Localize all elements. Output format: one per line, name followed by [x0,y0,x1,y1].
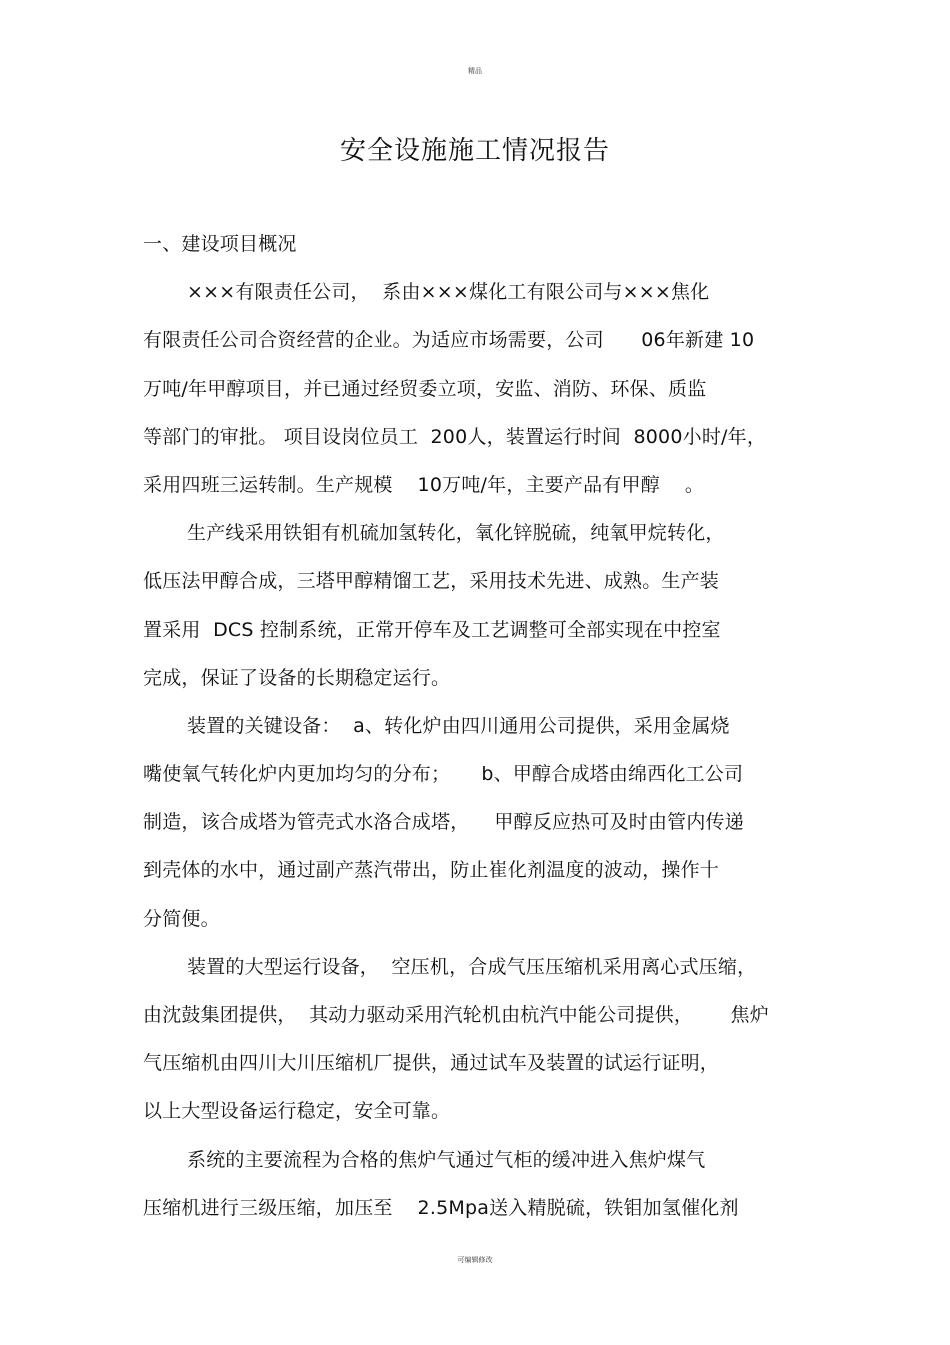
body-text-line: 万吨/年甲醇项目，并已通过经贸委立项，安监、消防、环保、质监 [143,377,707,400]
body-text-line: 低压法甲醇合成，三塔甲醇精馏工艺，采用技术先进、成熟。生产装 [143,570,720,593]
body-text-line: 以上大型设备运行稳定，安全可靠。 [143,1100,451,1123]
body-text-line: 采用四班三运转制。生产规模 10万吨/年，主要产品有甲醇 。 [143,473,705,496]
body-text-line: 系统的主要流程为合格的焦炉气通过气柜的缓冲进入焦炉煤气 [187,1148,706,1171]
body-text-line: 装置的关键设备： a、转化炉由四川通用公司提供，采用金属烧 [187,714,730,737]
body-text-line: 压缩机进行三级压缩，加压至 2.5Mpa送入精脱硫，铁钼加氢催化剂 [143,1196,739,1219]
section-heading: 一、建设项目概况 [143,233,297,255]
body-text-line: 完成，保证了设备的长期稳定运行。 [143,666,451,689]
page-footer-mark: 可编辑修改 [457,1256,493,1264]
body-text-line: 置采用 DCS 控制系统，正常开停车及工艺调整可全部实现在中控室 [143,618,721,641]
body-text-line: 气压缩机由四川大川压缩机厂提供，通过试车及装置的试运行证明， [143,1052,720,1075]
document-title: 安全设施施工情况报告 [339,136,610,166]
body-text-line: 由沈鼓集团提供， 其动力驱动采用汽轮机由杭汽中能公司提供， 焦炉 [143,1004,769,1026]
body-text-line: 装置的大型运行设备， 空压机，合成气压压缩机采用离心式压缩， [187,955,757,978]
body-text-line: 制造，该合成塔为管壳式水洛合成塔， 甲醇反应热可及时由管内传递 [143,811,744,834]
body-text-line: 等部门的审批。 项目设岗位员工 200人，装置运行时间 8000小时/年， [143,425,767,448]
body-text-line: 有限责任公司合资经营的企业。为适应市场需要，公司 06年新建 10 [143,329,755,352]
body-text-line: ×××有限责任公司， 系由×××煤化工有限公司与×××焦化 [187,281,710,304]
body-text-line: 生产线采用铁钼有机硫加氢转化，氧化锌脱硫，纯氧甲烷转化， [187,522,725,545]
body-text-line: 嘴使氧气转化炉内更加均匀的分布； b、甲醇合成塔由绵西化工公司 [143,763,744,786]
body-text-line: 到壳体的水中，通过副产蒸汽带出，防止崔化剂温度的波动，操作十 [143,859,720,882]
document-body [143,228,823,1240]
page-header-mark: 精品 [468,67,482,75]
body-text-line: 分简便。 [143,907,220,930]
